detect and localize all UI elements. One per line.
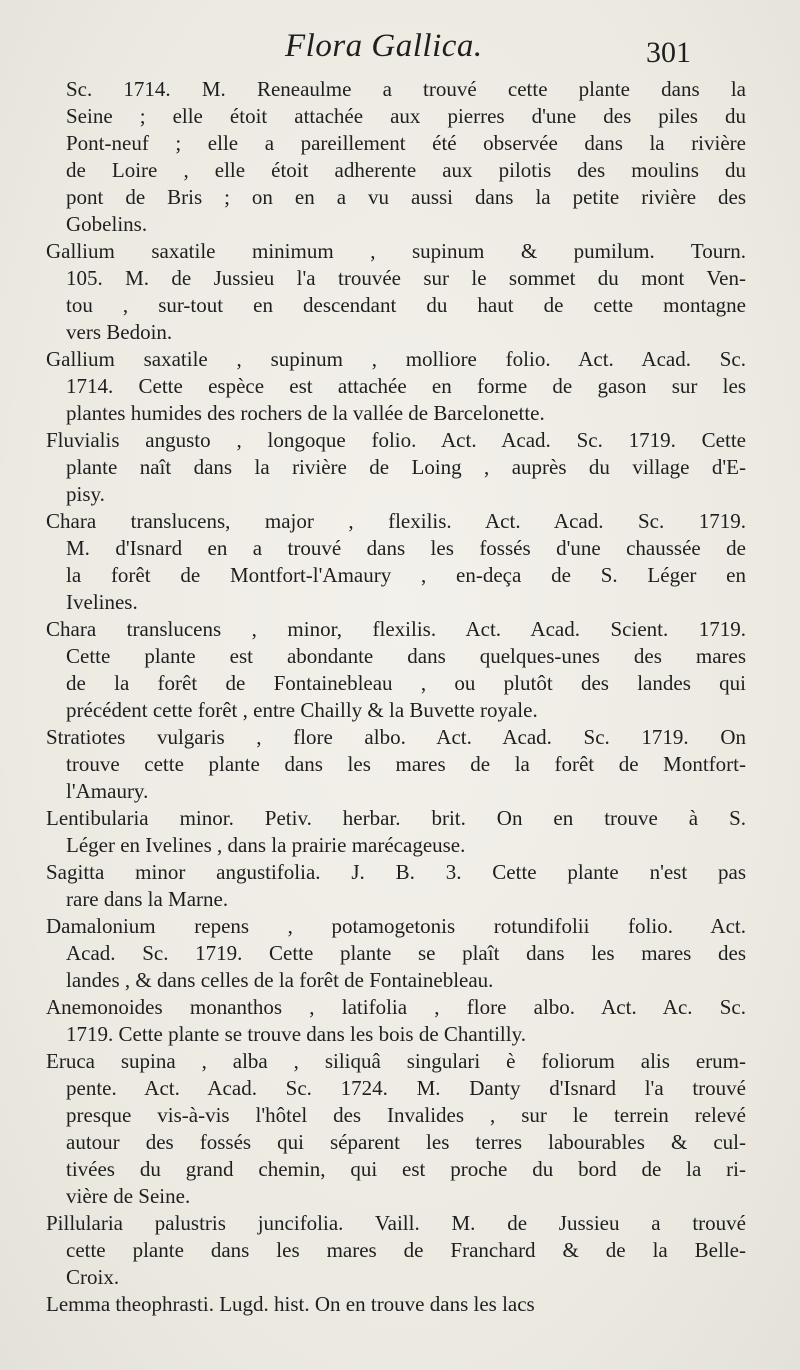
text-line: Chara translucens, major , flexilis. Act. Acad. Sc. 1719.	[46, 509, 746, 533]
text-line: Pont-neuf ; elle a pareillement été observée dans la rivière	[66, 131, 746, 155]
species-entry	[46, 994, 746, 1048]
text-line: 1714. Cette espèce est attachée en forme de gason sur les	[66, 374, 746, 398]
species-entry	[46, 724, 746, 805]
text-line: plantes humides des rochers de la vallée de Barcelonette.	[66, 401, 545, 425]
text-line: pont de Bris ; on en a vu aussi dans la petite rivière des	[66, 185, 746, 209]
text-line: Seine ; elle étoit attachée aux pierres d'une des piles du	[66, 104, 746, 128]
text-line: la forêt de Montfort-l'Amaury , en-deça de S. Léger en	[66, 563, 746, 587]
text-line: Sc. 1714. M. Reneaulme a trouvé cette plante dans la	[66, 77, 746, 101]
text-line: de la forêt de Fontainebleau , ou plutôt des landes qui	[66, 671, 746, 695]
text-line: Gobelins.	[66, 212, 148, 236]
species-entry	[46, 859, 746, 913]
species-entry	[46, 508, 746, 616]
text-line: presque vis-à-vis l'hôtel des Invalides , sur le terrein relevé	[66, 1103, 746, 1127]
text-line: pisy.	[66, 482, 105, 506]
species-entry	[46, 427, 746, 508]
text-line: cette plante dans les mares de Franchard & de la Belle-	[66, 1238, 746, 1262]
text-line: tou , sur-tout en descendant du haut de cette montagne	[66, 293, 746, 317]
text-line: landes , & dans celles de la forêt de Fontainebleau.	[66, 968, 494, 992]
text-line: Acad. Sc. 1719. Cette plante se plaît dans les mares des	[66, 941, 746, 965]
text-line: Gallium saxatile , supinum , molliore folio. Act. Acad. Sc.	[46, 347, 746, 371]
text-line: Fluvialis angusto , longoque folio. Act. Acad. Sc. 1719. Cette	[46, 428, 746, 452]
species-entry	[46, 76, 746, 238]
text-line: autour des fossés qui séparent les terres labourables & cul-	[66, 1130, 746, 1154]
text-line: Croix.	[66, 1265, 120, 1289]
text-line: rare dans la Marne.	[66, 887, 229, 911]
text-line: de Loire , elle étoit adherente aux pilotis des moulins du	[66, 158, 746, 182]
text-line: vers Bedoin.	[66, 320, 173, 344]
species-entry	[46, 238, 746, 346]
text-line: Léger en Ivelines , dans la prairie marécageuse.	[66, 833, 466, 857]
text-line: Ivelines.	[66, 590, 138, 614]
text-line: Eruca supina , alba , siliquâ singulari è foliorum alis erum-	[46, 1049, 746, 1073]
text-line: vière de Seine.	[66, 1184, 191, 1208]
text-line: Stratiotes vulgaris , flore albo. Act. Acad. Sc. 1719. On	[46, 725, 746, 749]
species-entry	[46, 1048, 746, 1210]
text-line: Lentibularia minor. Petiv. herbar. brit. On en trouve à S.	[46, 806, 746, 830]
page-header	[0, 28, 800, 72]
running-title: Flora Gallica.	[285, 28, 483, 64]
text-line: Gallium saxatile minimum , supinum & pumilum. Tourn.	[46, 239, 746, 263]
text-line: 105. M. de Jussieu l'a trouvée sur le sommet du mont Ven-	[66, 266, 746, 290]
species-entry	[46, 616, 746, 724]
page-number: 301	[646, 36, 691, 69]
text-line: l'Amaury.	[66, 779, 149, 803]
text-line: Damalonium repens , potamogetonis rotundifolii folio. Act.	[46, 914, 746, 938]
species-entry	[46, 1291, 746, 1318]
text-line: Anemonoides monanthos , latifolia , flore albo. Act. Ac. Sc.	[46, 995, 746, 1019]
text-line: Chara translucens , minor, flexilis. Act. Acad. Scient. 1719.	[46, 617, 746, 641]
text-line: pente. Act. Acad. Sc. 1724. M. Danty d'Isnard l'a trouvé	[66, 1076, 746, 1100]
species-entry	[46, 1210, 746, 1291]
text-line: trouve cette plante dans les mares de la forêt de Montfort-	[66, 752, 746, 776]
text-line: tivées du grand chemin, qui est proche du bord de la ri-	[66, 1157, 746, 1181]
species-entry	[46, 913, 746, 994]
text-line: Lemma theophrasti. Lugd. hist. On en trouve dans les lacs	[46, 1292, 535, 1316]
species-entry	[46, 346, 746, 427]
text-line: Pillularia palustris juncifolia. Vaill. M. de Jussieu a trouvé	[46, 1211, 746, 1235]
species-entry	[46, 805, 746, 859]
text-line: plante naît dans la rivière de Loing , auprès du village d'E-	[66, 455, 746, 479]
text-line: Sagitta minor angustifolia. J. B. 3. Cette plante n'est pas	[46, 860, 746, 884]
text-line: M. d'Isnard en a trouvé dans les fossés d'une chaussée de	[66, 536, 746, 560]
text-line: Cette plante est abondante dans quelques-unes des mares	[66, 644, 746, 668]
body-text	[46, 76, 746, 1318]
text-line: 1719. Cette plante se trouve dans les bois de Chantilly.	[66, 1022, 526, 1046]
text-line: précédent cette forêt , entre Chailly & la Buvette royale.	[66, 698, 538, 722]
